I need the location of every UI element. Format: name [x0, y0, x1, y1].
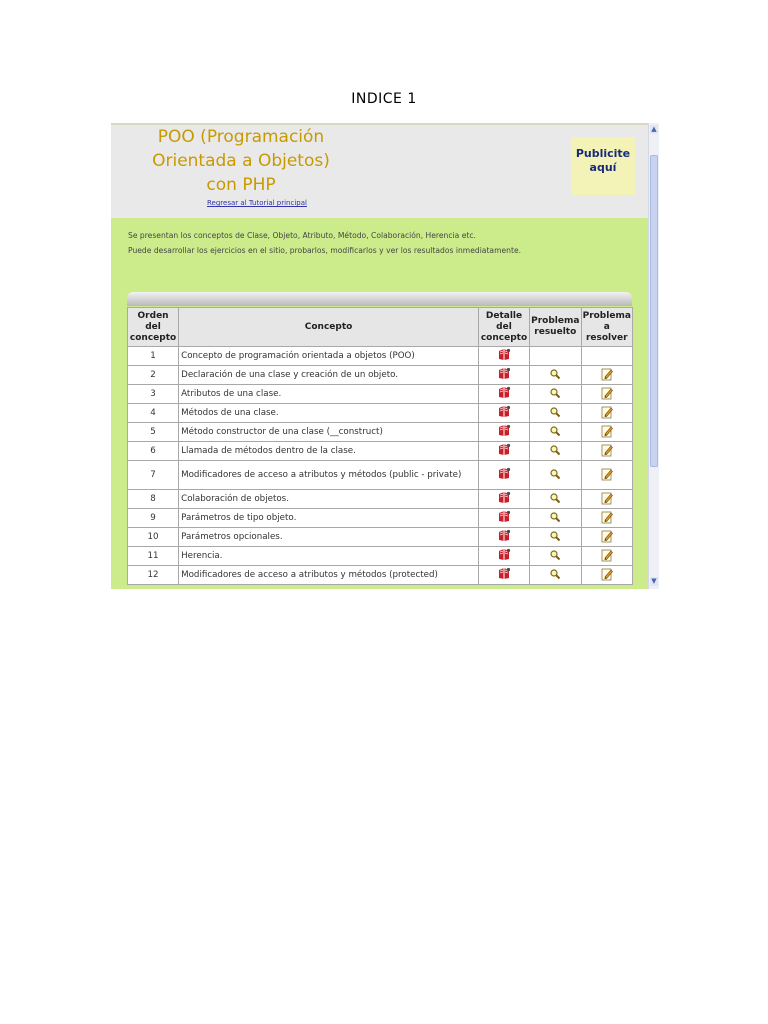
table-row [128, 566, 633, 585]
exercise-cell[interactable] [581, 490, 633, 509]
book-icon[interactable] [497, 573, 511, 583]
scroll-thumb[interactable] [650, 155, 658, 467]
book-icon[interactable] [497, 392, 511, 402]
pencil-icon[interactable] [600, 574, 614, 584]
site-title-line-1: POO (Programación [157, 127, 325, 147]
magnifier-icon[interactable] [549, 554, 561, 564]
pencil-icon[interactable] [600, 412, 614, 422]
concept-name: Método constructor de una clase (__construct) [179, 423, 479, 442]
pencil-icon[interactable] [600, 498, 614, 508]
magnifier-icon[interactable] [549, 411, 561, 421]
scroll-down-icon[interactable]: ▼ [651, 577, 657, 585]
book-icon[interactable] [497, 411, 511, 421]
exercise-cell[interactable] [581, 566, 633, 585]
concept-number: 2 [128, 366, 179, 385]
book-icon[interactable] [497, 554, 511, 564]
pencil-icon[interactable] [600, 536, 614, 546]
solved-cell[interactable] [530, 509, 581, 528]
col-detail: Detalle del concepto [478, 308, 529, 347]
detail-cell[interactable] [478, 509, 529, 528]
embedded-screenshot [111, 123, 659, 589]
concept-number: 12 [128, 566, 179, 585]
magnifier-icon[interactable] [549, 373, 561, 383]
back-to-tutorial-link[interactable]: Regresar al Tutorial principal [207, 199, 307, 207]
site-title [141, 125, 341, 197]
col-order: Orden del concepto [128, 308, 179, 347]
solved-cell[interactable] [530, 547, 581, 566]
book-icon[interactable] [497, 449, 511, 459]
table-row [128, 385, 633, 404]
concept-number: 1 [128, 347, 179, 366]
concept-number: 10 [128, 528, 179, 547]
intro-text [128, 228, 521, 258]
solved-cell[interactable] [530, 490, 581, 509]
concept-number: 9 [128, 509, 179, 528]
concept-name: Modificadores de acceso a atributos y métodos (protected) [179, 566, 479, 585]
magnifier-icon[interactable] [549, 430, 561, 440]
pencil-icon[interactable] [600, 517, 614, 527]
solved-cell[interactable] [530, 461, 581, 490]
exercise-cell[interactable] [581, 547, 633, 566]
concept-number: 8 [128, 490, 179, 509]
col-concept: Concepto [179, 308, 479, 347]
pencil-icon[interactable] [600, 431, 614, 441]
concept-number: 4 [128, 404, 179, 423]
concept-name: Herencia. [179, 547, 479, 566]
table-row [128, 423, 633, 442]
solved-cell[interactable] [530, 366, 581, 385]
exercise-cell[interactable] [581, 442, 633, 461]
table-row [128, 528, 633, 547]
detail-cell[interactable] [478, 404, 529, 423]
concept-number: 5 [128, 423, 179, 442]
document-title: INDICE 1 [351, 91, 417, 107]
site-title-line-3: con PHP [206, 175, 276, 195]
concept-index-table [127, 307, 633, 585]
exercise-cell[interactable] [581, 509, 633, 528]
solved-cell[interactable] [530, 566, 581, 585]
exercise-cell [581, 347, 633, 366]
concept-name: Atributos de una clase. [179, 385, 479, 404]
book-icon[interactable] [497, 373, 511, 383]
exercise-cell[interactable] [581, 461, 633, 490]
intro-line-1: Se presentan los conceptos de Clase, Objeto, Atributo, Método, Colaboración, Herencia etc. [128, 231, 476, 240]
ad-line-1: Publicite [575, 147, 631, 160]
detail-cell[interactable] [478, 385, 529, 404]
concept-name: Parámetros opcionales. [179, 528, 479, 547]
vertical-scrollbar[interactable] [648, 123, 659, 589]
concept-number: 11 [128, 547, 179, 566]
table-row [128, 509, 633, 528]
book-icon[interactable] [497, 473, 511, 483]
table-row [128, 442, 633, 461]
book-icon[interactable] [497, 516, 511, 526]
pencil-icon[interactable] [600, 474, 614, 484]
concept-name: Colaboración de objetos. [179, 490, 479, 509]
table-row [128, 461, 633, 490]
pencil-icon[interactable] [600, 393, 614, 403]
book-icon[interactable] [497, 354, 511, 364]
site-title-line-2: Orientada a Objetos) [152, 151, 330, 171]
exercise-cell[interactable] [581, 528, 633, 547]
detail-cell[interactable] [478, 461, 529, 490]
detail-cell[interactable] [478, 347, 529, 366]
concept-name: Parámetros de tipo objeto. [179, 509, 479, 528]
concept-name: Modificadores de acceso a atributos y métodos (public - private) [179, 461, 479, 490]
table-row [128, 366, 633, 385]
concept-name: Llamada de métodos dentro de la clase. [179, 442, 479, 461]
exercise-cell[interactable] [581, 404, 633, 423]
col-solved: Problema resuelto [530, 308, 581, 347]
magnifier-icon[interactable] [549, 473, 561, 483]
book-icon[interactable] [497, 430, 511, 440]
magnifier-icon[interactable] [549, 449, 561, 459]
detail-cell[interactable] [478, 366, 529, 385]
scroll-up-icon[interactable]: ▲ [651, 125, 657, 133]
table-row [128, 347, 633, 366]
ad-line-2: aquí [589, 161, 617, 174]
ad-box[interactable] [571, 137, 635, 195]
book-icon[interactable] [497, 535, 511, 545]
detail-cell[interactable] [478, 528, 529, 547]
table-row [128, 490, 633, 509]
concept-name: Métodos de una clase. [179, 404, 479, 423]
solved-cell[interactable] [530, 385, 581, 404]
table-row [128, 404, 633, 423]
table-row [128, 547, 633, 566]
content-panel [111, 218, 649, 589]
pencil-icon[interactable] [600, 374, 614, 384]
concept-name: Declaración de una clase y creación de un objeto. [179, 366, 479, 385]
magnifier-icon[interactable] [549, 535, 561, 545]
magnifier-icon[interactable] [549, 392, 561, 402]
concept-number: 7 [128, 461, 179, 490]
pencil-icon[interactable] [600, 450, 614, 460]
table-header-row [128, 308, 633, 347]
exercise-cell[interactable] [581, 385, 633, 404]
detail-cell[interactable] [478, 442, 529, 461]
detail-cell[interactable] [478, 566, 529, 585]
magnifier-icon[interactable] [549, 497, 561, 507]
concept-number: 6 [128, 442, 179, 461]
col-exercise: Problema a resolver [581, 308, 633, 347]
solved-cell[interactable] [530, 528, 581, 547]
book-icon[interactable] [497, 497, 511, 507]
table-panel-header [127, 292, 632, 306]
solved-cell[interactable] [530, 404, 581, 423]
concept-name: Concepto de programación orientada a objetos (POO) [179, 347, 479, 366]
magnifier-icon[interactable] [549, 516, 561, 526]
detail-cell[interactable] [478, 423, 529, 442]
solved-cell[interactable] [530, 442, 581, 461]
concept-number: 3 [128, 385, 179, 404]
detail-cell[interactable] [478, 547, 529, 566]
site-header [111, 123, 649, 220]
magnifier-icon[interactable] [549, 573, 561, 583]
solved-cell[interactable] [530, 423, 581, 442]
pencil-icon[interactable] [600, 555, 614, 565]
exercise-cell[interactable] [581, 366, 633, 385]
solved-cell [530, 347, 581, 366]
intro-line-2: Puede desarrollar los ejercicios en el sitio, probarlos, modificarlos y ver los resultados inmediatamente. [128, 246, 522, 255]
exercise-cell[interactable] [581, 423, 633, 442]
detail-cell[interactable] [478, 490, 529, 509]
